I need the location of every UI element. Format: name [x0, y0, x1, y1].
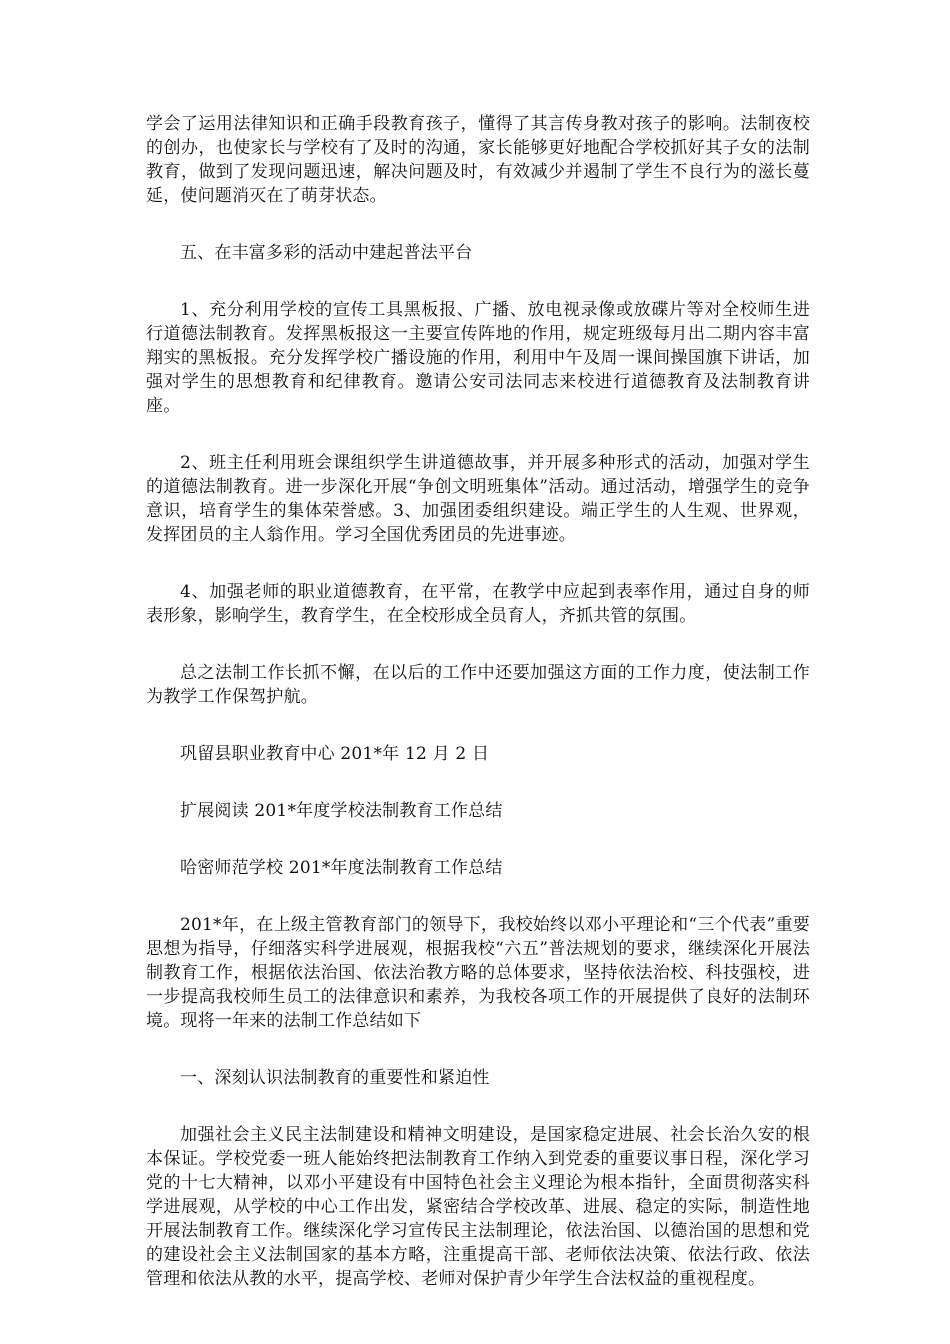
paragraph-item-2: 2、班主任利用班会课组织学生讲道德故事，并开展多种形式的活动，加强对学生的道德法制教育。进一步深化开展“争创文明班集体”活动。通过活动，增强学生的竞争意识，培育学生的集体荣誉感。3、加强团委组织建设。端正学生的人生观、世界观，发挥团员的主人翁作用。学习全国优秀团员的先进事迹。: [146, 453, 810, 545]
article-title: 哈密师范学校 201*年度法制教育工作总结: [180, 858, 503, 878]
signature-date-line: 巩留县职业教育中心 201*年 12 月 2 日: [180, 744, 490, 764]
paragraph-item-1: 1、充分利用学校的宣传工具黑板报、广播、放电视录像或放碟片等对全校师生进行道德法制教育。发挥黑板报这一主要宣传阵地的作用，规定班级每月出二期内容丰富翔实的黑板报。充分发挥学校广播设施的作用，利用中午及周一课间操国旗下讲话，加强对学生的思想教育和纪律教育。邀请公安司法同志来校进行道德教育及法制教育讲座。: [146, 300, 810, 416]
paragraph-summary: 总之法制工作长抓不懈，在以后的工作中还要加强这方面的工作力度，使法制工作为教学工作保驾护航。: [146, 663, 810, 707]
section-heading-one: 一、深刻认识法制教育的重要性和紧迫性: [180, 1068, 490, 1088]
document-body: [146, 112, 810, 1291]
paragraph-section-one: 加强社会主义民主法制建设和精神文明建设，是国家稳定进展、社会长治久安的根本保证。学校党委一班人能始终把法制教育工作纳入到党委的重要议事日程，深化学习党的十七大精神，以邓小平建设有中国特色社会主义理论为根本指针，全面贯彻落实科学进展观，从学校的中心工作出发，紧密结合学校改革、进展、稳定的实际，制造性地开展法制教育工作。继续深化学习宣传民主法制理论，依法治国、以德治国的思想和党的建设社会主义法制国家的基本方略，注重提高干部、老师依法决策、依法行政、依法管理和依法从教的水平，提高学校、老师对保护青少年学生合法权益的重视程度。: [146, 1125, 810, 1289]
paragraph-item-4: 4、加强老师的职业道德教育，在平常，在教学中应起到表率作用，通过自身的师表形象，影响学生，教育学生，在全校形成全员育人，齐抓共管的氛围。: [146, 582, 810, 626]
paragraph-continuation: 学会了运用法律知识和正确手段教育孩子，懂得了其言传身教对孩子的影响。法制夜校的创办，也使家长与学校有了及时的沟通，家长能够更好地配合学校抓好其子女的法制教育，做到了发现问题迅速，解决问题及时，有效减少并遏制了学生不良行为的滋长蔓延，使问题消灭在了萌芽状态。: [146, 114, 810, 206]
paragraph-intro: 201*年，在上级主管教育部门的领导下，我校始终以邓小平理论和“三个代表”重要思想为指导，仔细落实科学进展观，根据我校“六五”普法规划的要求，继续深化开展法制教育工作，根据依法治国、依法治教方略的总体要求，坚持依法治校、科技强校，进一步提高我校师生员工的法律意识和素养，为我校各项工作的开展提供了良好的法制环境。现将一年来的法制工作总结如下: [146, 915, 810, 1031]
extended-reading-title: 扩展阅读 201*年度学校法制教育工作总结: [180, 801, 503, 821]
section-heading-five: 五、在丰富多彩的活动中建起普法平台: [180, 243, 473, 263]
